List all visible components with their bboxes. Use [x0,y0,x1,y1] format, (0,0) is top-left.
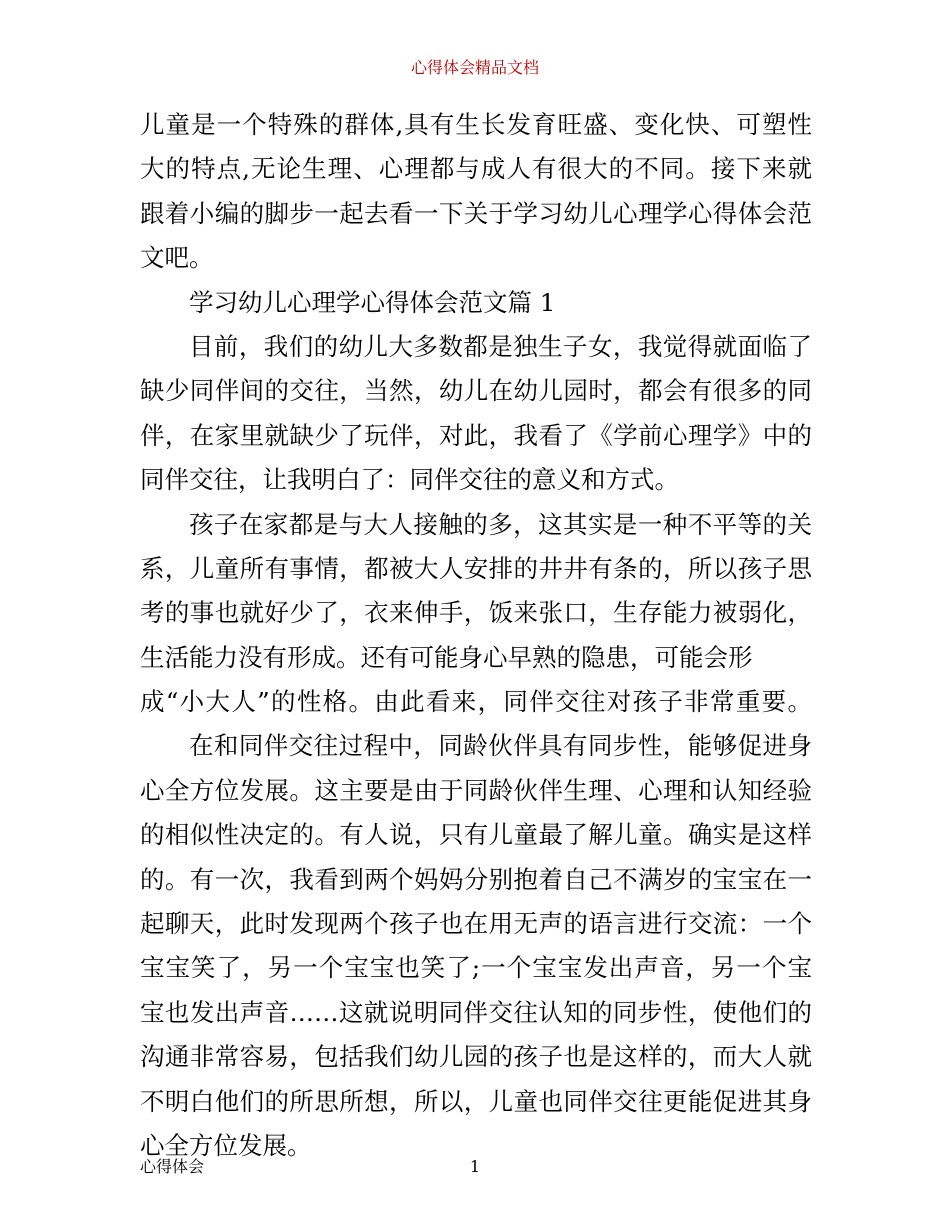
text-line: 心全方位发展。 [140,1130,312,1160]
page-header-title: 心得体会精品文档 [410,58,539,77]
text-line: 沟通非常容易，包括我们幼儿园的孩子也是这样的，而大人就 [140,1042,812,1072]
text-line: 伴，在家里就缺少了玩伴，对此，我看了《学前心理学》中的 [140,420,812,450]
text-line: 同伴交往，让我明白了：同伴交往的意义和方式。 [140,465,679,495]
page-number: 1 [469,1157,481,1176]
text-line: 宝也发出声音……这就说明同伴交往认知的同步性，使他们的 [140,997,812,1027]
text-line: 不明白他们的所思所想，所以，儿童也同伴交往更能促进其身 [140,1086,812,1116]
text-line: 目前，我们的幼儿大多数都是独生子女，我觉得就面临了 [189,331,812,361]
text-line: 的。有一次，我看到两个妈妈分别抱着自己不满岁的宝宝在一 [140,864,812,894]
text-line: 大的特点,无论生理、心理都与成人有很大的不同。接下来就 [140,154,812,184]
text-line: 在和同伴交往过程中，同龄伙伴具有同步性，能够促进身 [189,731,812,761]
text-line: 的相似性决定的。有人说，只有儿童最了解儿童。确实是这样 [140,820,812,850]
text-line: 宝宝笑了，另一个宝宝也笑了;一个宝宝发出声音，另一个宝 [140,953,812,983]
text-line: 生活能力没有形成。还有可能身心早熟的隐患，可能会形 [140,642,753,672]
footer-label: 心得体会 [140,1157,205,1176]
document-body [140,103,812,1168]
section-heading: 学习幼儿心理学心得体会范文篇 1 [189,287,556,317]
text-line: 儿童是一个特殊的群体,具有生长发育旺盛、变化快、可塑性 [140,110,812,139]
text-line: 系，儿童所有事情，都被大人安排的井井有条的，所以孩子思 [140,553,812,583]
text-line: 考的事也就好少了，衣来伸手，饭来张口，生存能力被弱化， [140,598,812,628]
text-line: 跟着小编的脚步一起去看一下关于学习幼儿心理学心得体会范 [140,198,812,228]
text-line: 起聊天，此时发现两个孩子也在用无声的语言进行交流：一个 [140,909,812,939]
text-line: 心全方位发展。这主要是由于同龄伙伴生理、心理和认知经验 [140,775,812,805]
text-line: 孩子在家都是与大人接触的多，这其实是一种不平等的关 [189,509,812,539]
text-line: 文吧。 [140,243,214,273]
text-line: 成“小大人”的性格。由此看来，同伴交往对孩子非常重要。 [140,687,812,717]
text-line: 缺少同伴间的交往，当然，幼儿在幼儿园时，都会有很多的同 [140,376,812,406]
